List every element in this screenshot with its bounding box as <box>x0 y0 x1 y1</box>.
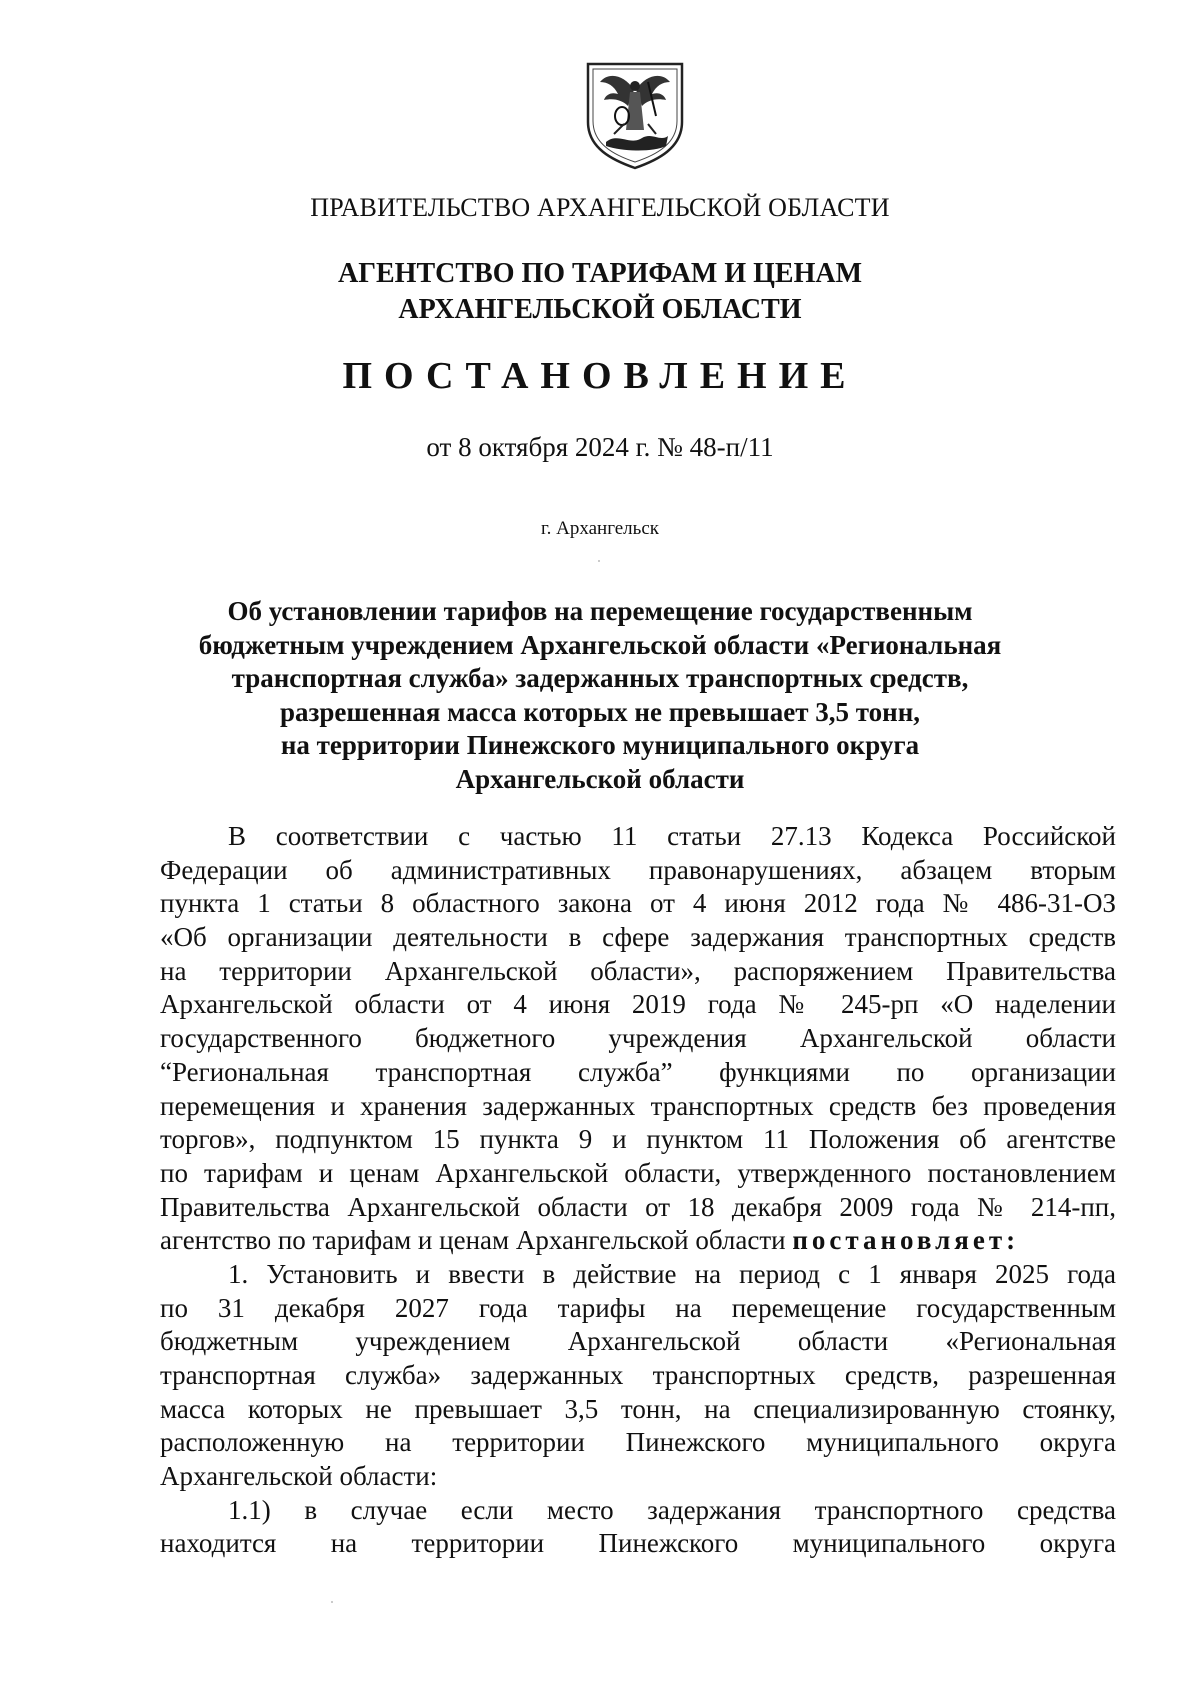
body-line: Архангельской области: <box>160 1461 438 1492</box>
document-title-line: бюджетным учреждением Архангельской области «Региональная <box>198 629 1002 660</box>
body-line: 1. Установить и ввести в действие на период с 1 января 2025 года <box>228 1258 1116 1289</box>
document-title-line: Архангельской области <box>455 763 745 794</box>
agency-name-line: АРХАНГЕЛЬСКОЙ ОБЛАСТИ <box>398 294 802 325</box>
body-line-text: агентство по тарифам и ценам Архангельской области <box>160 1225 786 1256</box>
body-line: государственного бюджетного учреждения Архангельской области <box>160 1023 1116 1054</box>
agency-name-line: АГЕНТСТВО ПО ТАРИФАМ И ЦЕНАМ <box>337 258 863 289</box>
document-title-line: разрешенная масса которых не превышает 3,5 тонн, <box>279 696 921 727</box>
document-title-line: транспортная служба» задержанных транспортных средств, <box>231 663 969 693</box>
government-name: ПРАВИТЕЛЬСТВО АРХАНГЕЛЬСКОЙ ОБЛАСТИ <box>310 193 890 222</box>
document-body <box>160 820 1116 1561</box>
body-line: Федерации об административных правонарушениях, абзацем вторым <box>160 854 1116 885</box>
body-line: бюджетным учреждением Архангельской области «Региональная <box>160 1326 1116 1357</box>
body-line: по 31 декабря 2027 года тарифы на перемещение государственным <box>160 1292 1116 1323</box>
body-line: пункта 1 статьи 8 областного закона от 4 июня 2012 года № 486-31-ОЗ <box>160 888 1116 919</box>
body-line: Архангельской области от 4 июня 2019 года № 245-рп «О наделении <box>160 989 1116 1020</box>
scan-speck <box>331 1601 333 1603</box>
document-date-number: от 8 октября 2024 г. № 48-п/11 <box>426 432 774 462</box>
body-line: 1.1) в случае если место задержания транспортного средства <box>228 1494 1116 1525</box>
body-line: “Региональная транспортная служба” функциями по организации <box>160 1056 1116 1087</box>
body-line: перемещения и хранения задержанных транспортных средств без проведения <box>160 1090 1116 1121</box>
body-line: «Об организации деятельности в сфере задержания транспортных средств <box>160 922 1116 953</box>
body-line: В соответствии с частью 11 статьи 27.13 Кодекса Российской <box>228 821 1116 851</box>
body-line: транспортная служба» задержанных транспортных средств, разрешенная <box>160 1360 1116 1390</box>
agency-name <box>0 256 1200 328</box>
document-title-line: Об установлении тарифов на перемещение государственным <box>227 596 973 626</box>
body-line: масса которых не превышает 3,5 тонн, на специализированную стоянку, <box>160 1393 1116 1424</box>
document-type-heading: ПОСТАНОВЛЕНИЕ <box>342 355 858 397</box>
body-line: по тарифам и ценам Архангельской области, утвержденного постановлением <box>160 1157 1116 1188</box>
body-line: находится на территории Пинежского муниципального округа <box>160 1528 1116 1559</box>
body-line: Правительства Архангельской области от 18 декабря 2009 года № 214-пп, <box>160 1191 1116 1222</box>
document-title-line: на территории Пинежского муниципального округа <box>280 730 920 760</box>
body-line: торгов», подпунктом 15 пункта 9 и пунктом 11 Положения об агентстве <box>160 1124 1116 1155</box>
body-line: на территории Архангельской области», распоряжением Правительства <box>160 955 1116 986</box>
document-city: г. Архангельск <box>540 518 659 539</box>
scan-speck <box>598 560 600 562</box>
document-title <box>180 595 1020 796</box>
body-line-resolution <box>160 1224 1116 1258</box>
arkhangelsk-coat-of-arms-icon <box>584 60 686 172</box>
body-line: расположенную на территории Пинежского муниципального округа <box>160 1427 1116 1458</box>
resolves-keyword: постановляет: <box>792 1225 1020 1256</box>
